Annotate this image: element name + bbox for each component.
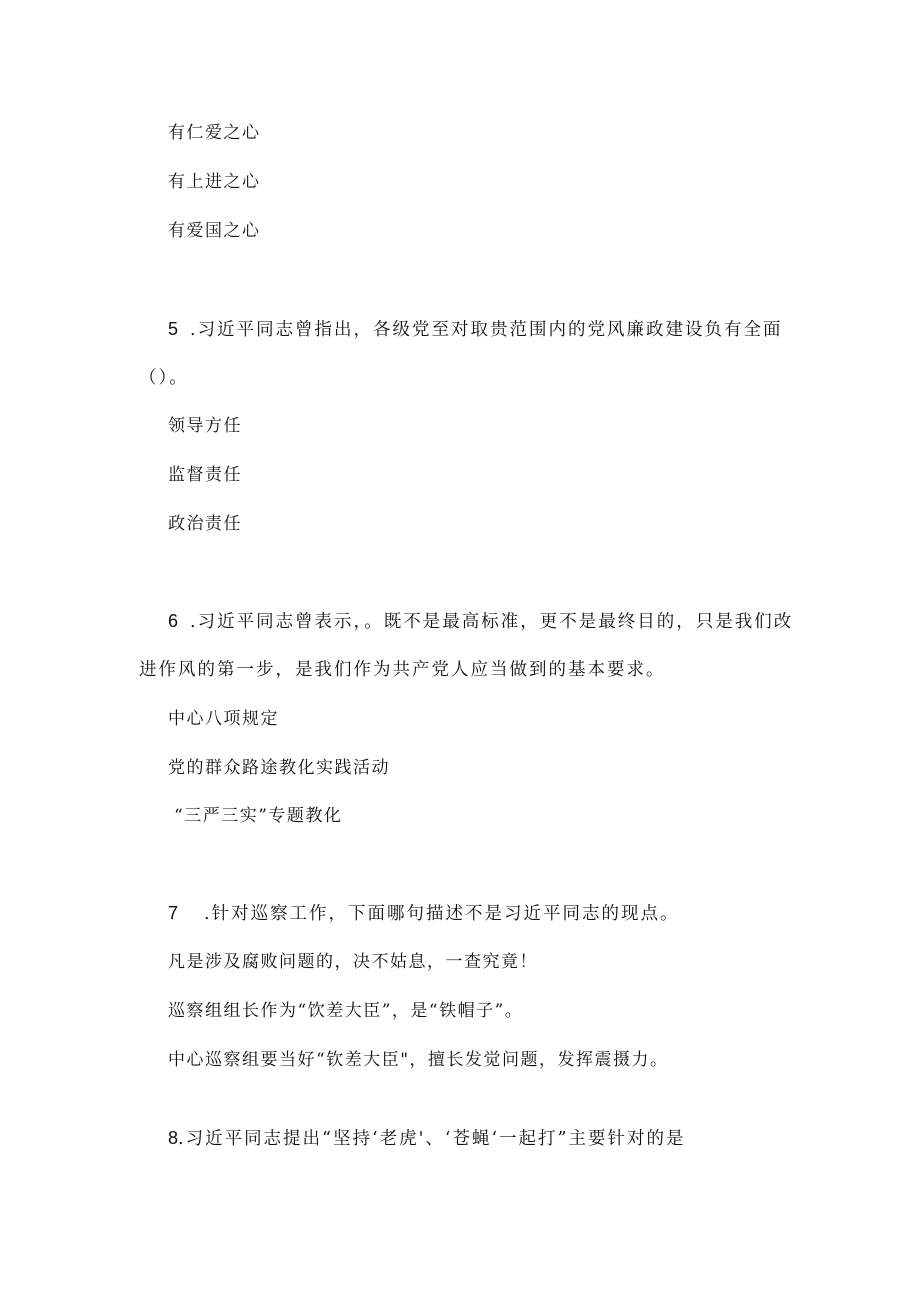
q7-number: 7 [168, 903, 179, 923]
q7-option-c: 中心巡察组要当好“钦差大臣"，擅长发觉问题，发挥震摄力。 [168, 1050, 669, 1070]
q5-number: 5 [168, 319, 179, 339]
q5-text-line1: .习近平同志曾指出，各级党至对取贵范围内的党风廉政建设负有全面 [190, 320, 783, 340]
q6-option-c: “三严三实”专题教化 [174, 806, 343, 826]
q5-stem-line1 [168, 317, 783, 342]
q5-option-a: 领导方任 [168, 416, 242, 436]
q6-text-line1: .习近平同志曾表示，。既不是最高标准，更不是最终目的，只是我们改 [190, 612, 794, 632]
q4-option-b: 有仁爱之心 [168, 123, 261, 143]
q5-stem-line2: （）。 [139, 368, 189, 388]
q6-stem-line2: 进作风的第一步，是我们作为共产党人应当做到的基本要求。 [139, 660, 666, 680]
q4-option-d: 有爱国之心 [168, 221, 261, 241]
q7-stem-line1 [168, 901, 680, 926]
q6-stem-line1 [168, 609, 793, 634]
q6-option-a: 中心八项规定 [168, 709, 279, 729]
q5-option-c: 政治责任 [168, 514, 242, 534]
q7-text-line1: .针对巡察工作，下面哪句描述不是习近平同志的现点。 [204, 904, 680, 924]
q4-option-c: 有上进之心 [168, 172, 261, 192]
q6-number: 6 [168, 611, 179, 631]
q8-text-line1: .习近平同志提出“坚持‘老虎'、‘苍蝇‘一起打”主要针对的是 [178, 1129, 686, 1149]
q5-option-b: 监督责任 [168, 465, 242, 485]
q8-stem-line1 [168, 1126, 685, 1151]
q6-option-b: 党的群众路途教化实践活动 [168, 758, 390, 778]
q8-number: 8 [168, 1128, 179, 1148]
q7-option-b: 巡察组组长作为“饮差大臣”，是“铁帽子”。 [168, 1001, 524, 1021]
q7-option-a: 凡是涉及腐败问题的，决不姑息，一查究竟！ [168, 952, 538, 972]
